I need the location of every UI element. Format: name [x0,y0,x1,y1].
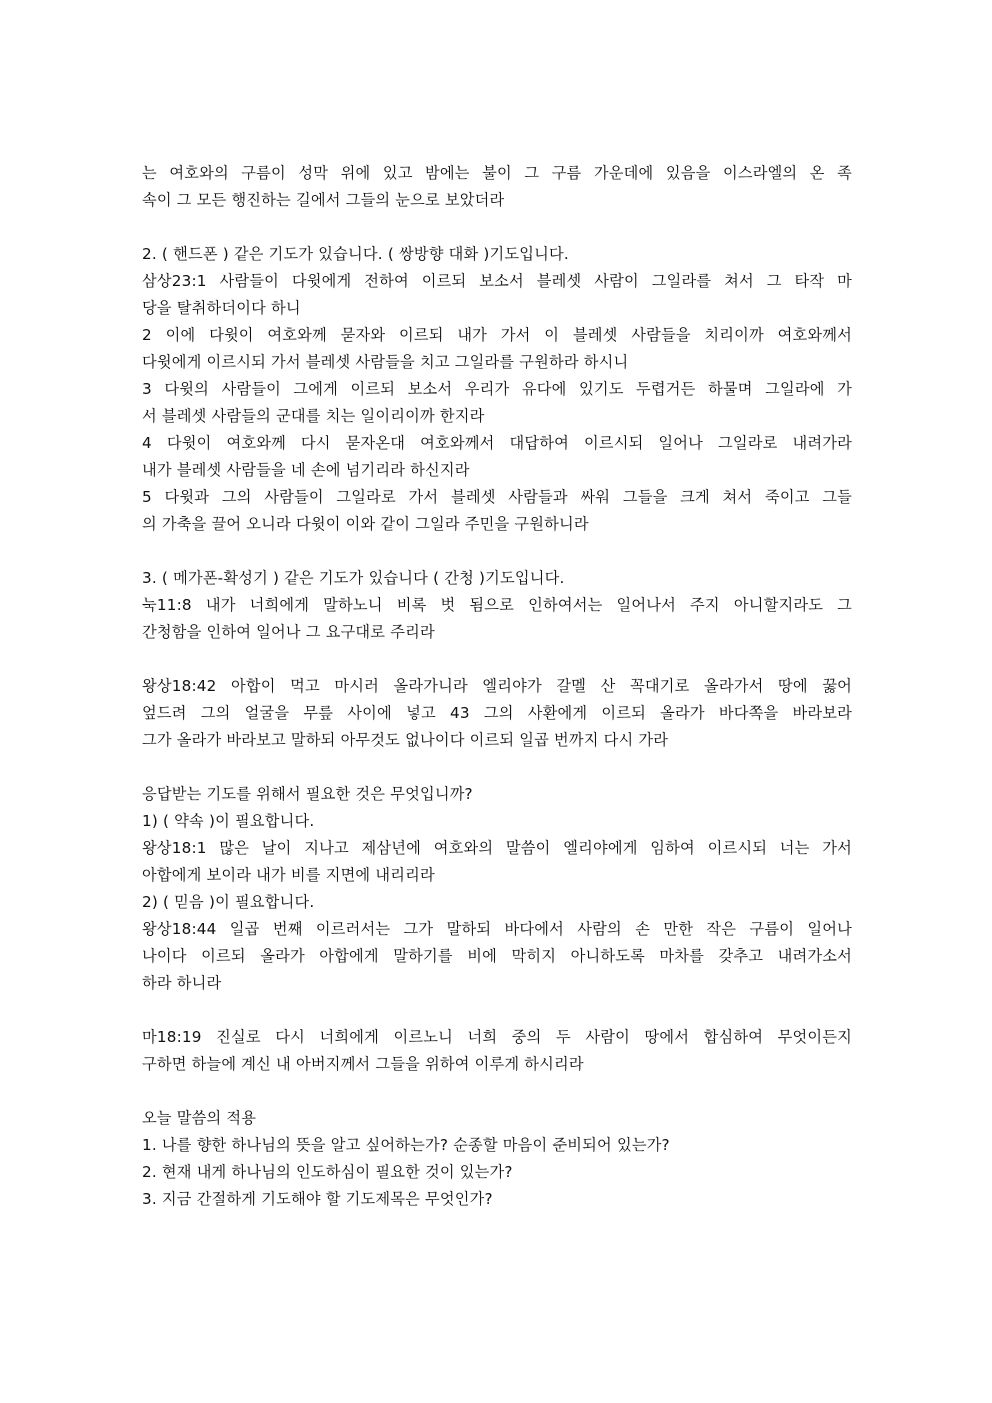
list-item: 2. 현재 내게 하나님의 인도하심이 필요한 것이 있는가? [142,1163,513,1181]
paragraph-elijah-carmel [142,673,852,754]
text-line: 삼상23:1 사람들이 다윗에게 전하여 이르되 보소서 블레셋 사람이 그일라를 쳐서 그 타작 마 [142,272,852,290]
text-line: 엎드려 그의 얼굴을 무릎 사이에 넣고 43 그의 사환에게 이르되 올라가 바다쪽을 바라보라 [142,704,852,722]
paragraph-gap [142,1078,852,1105]
text-line: 하라 하니라 [142,974,222,992]
text-line: 의 가축을 끌어 오니라 다윗이 이와 같이 그일라 주민을 구원하니라 [142,515,589,533]
text-line: 나이다 이르되 올라가 아합에게 말하기를 비에 막히지 아니하도록 마차를 갖추고 내려가소서 [142,947,852,965]
section-heading: 3. ( 메가폰-확성기 ) 같은 기도가 있습니다 ( 간청 )기도입니다. [142,569,565,587]
text-line: 다윗에게 이르시되 가서 블레셋 사람들을 치고 그일라를 구원하라 하시니 [142,353,629,371]
document-body [142,160,852,1213]
paragraph-exodus-cloud [142,160,852,214]
paragraph-gap [142,997,852,1024]
text-line: 왕상18:44 일곱 번째 이르러서는 그가 말하되 바다에서 사람의 손 만한 작은 구름이 일어나 [142,920,852,938]
section-heading: 응답받는 기도를 위해서 필요한 것은 무엇입니까? [142,785,473,803]
list-item: 2) ( 믿음 )이 필요합니다. [142,893,315,911]
section-answered-prayer [142,781,852,997]
paragraph-gap [142,214,852,241]
text-line: 왕상18:1 많은 날이 지나고 제삼년에 여호와의 말씀이 엘리야에게 임하여 이르시되 너는 가서 [142,839,852,857]
section-heading: 2. ( 핸드폰 ) 같은 기도가 있습니다. ( 쌍방향 대화 )기도입니다. [142,245,569,263]
section-application [142,1105,852,1213]
paragraph-gap [142,538,852,565]
text-line: 내가 블레셋 사람들을 네 손에 넘기리라 하신지라 [142,461,470,479]
text-line: 5 다윗과 그의 사람들이 그일라로 가서 블레셋 사람들과 싸워 그들을 크게 쳐서 죽이고 그들 [142,488,852,506]
text-line: 당을 탈취하더이다 하니 [142,299,301,317]
text-line: 3 다윗의 사람들이 그에게 이르되 보소서 우리가 유다에 있기도 두렵거든 하물며 그일라에 가 [142,380,852,398]
text-line: 눅11:8 내가 너희에게 말하노니 비록 벗 됨으로 인하여서는 일어나서 주지 아니할지라도 그 [142,596,852,614]
text-line: 아합에게 보이라 내가 비를 지면에 내리리라 [142,866,435,884]
text-line: 간청함을 인하여 일어나 그 요구대로 주리라 [142,623,435,641]
text-line: 는 여호와의 구름이 성막 위에 있고 밤에는 불이 그 구름 가운데에 있음을 이스라엘의 온 족 [142,164,852,182]
text-line: 구하면 하늘에 계신 내 아버지께서 그들을 위하여 이루게 하시리라 [142,1055,584,1073]
text-line: 2 이에 다윗이 여호와께 묻자와 이르되 내가 가서 이 블레셋 사람들을 치리이까 여호와께서 [142,326,852,344]
text-line: 그가 올라가 바라보고 말하되 아무것도 없나이다 이르되 일곱 번까지 다시 가라 [142,731,669,749]
section-cellphone-prayer [142,241,852,538]
paragraph-gap [142,754,852,781]
paragraph-gap [142,646,852,673]
section-heading: 오늘 말씀의 적용 [142,1109,257,1127]
text-line: 왕상18:42 아합이 먹고 마시러 올라가니라 엘리야가 갈멜 산 꼭대기로 올라가서 땅에 꿇어 [142,677,852,695]
list-item: 1) ( 약속 )이 필요합니다. [142,812,315,830]
text-line: 속이 그 모든 행진하는 길에서 그들의 눈으로 보았더라 [142,191,505,209]
text-line: 4 다윗이 여호와께 다시 묻자온대 여호와께서 대답하여 이르시되 일어나 그일라로 내려가라 [142,434,852,452]
list-item: 3. 지금 간절하게 기도해야 할 기도제목은 무엇인가? [142,1190,493,1208]
list-item: 1. 나를 향한 하나님의 뜻을 알고 싶어하는가? 순종할 마음이 준비되어 있는가? [142,1136,670,1154]
text-line: 서 블레셋 사람들의 군대를 치는 일이리이까 한지라 [142,407,485,425]
section-megaphone-prayer [142,565,852,646]
paragraph-matthew [142,1024,852,1078]
text-line: 마18:19 진실로 다시 너희에게 이르노니 너희 중의 두 사람이 땅에서 합심하여 무엇이든지 [142,1028,852,1046]
